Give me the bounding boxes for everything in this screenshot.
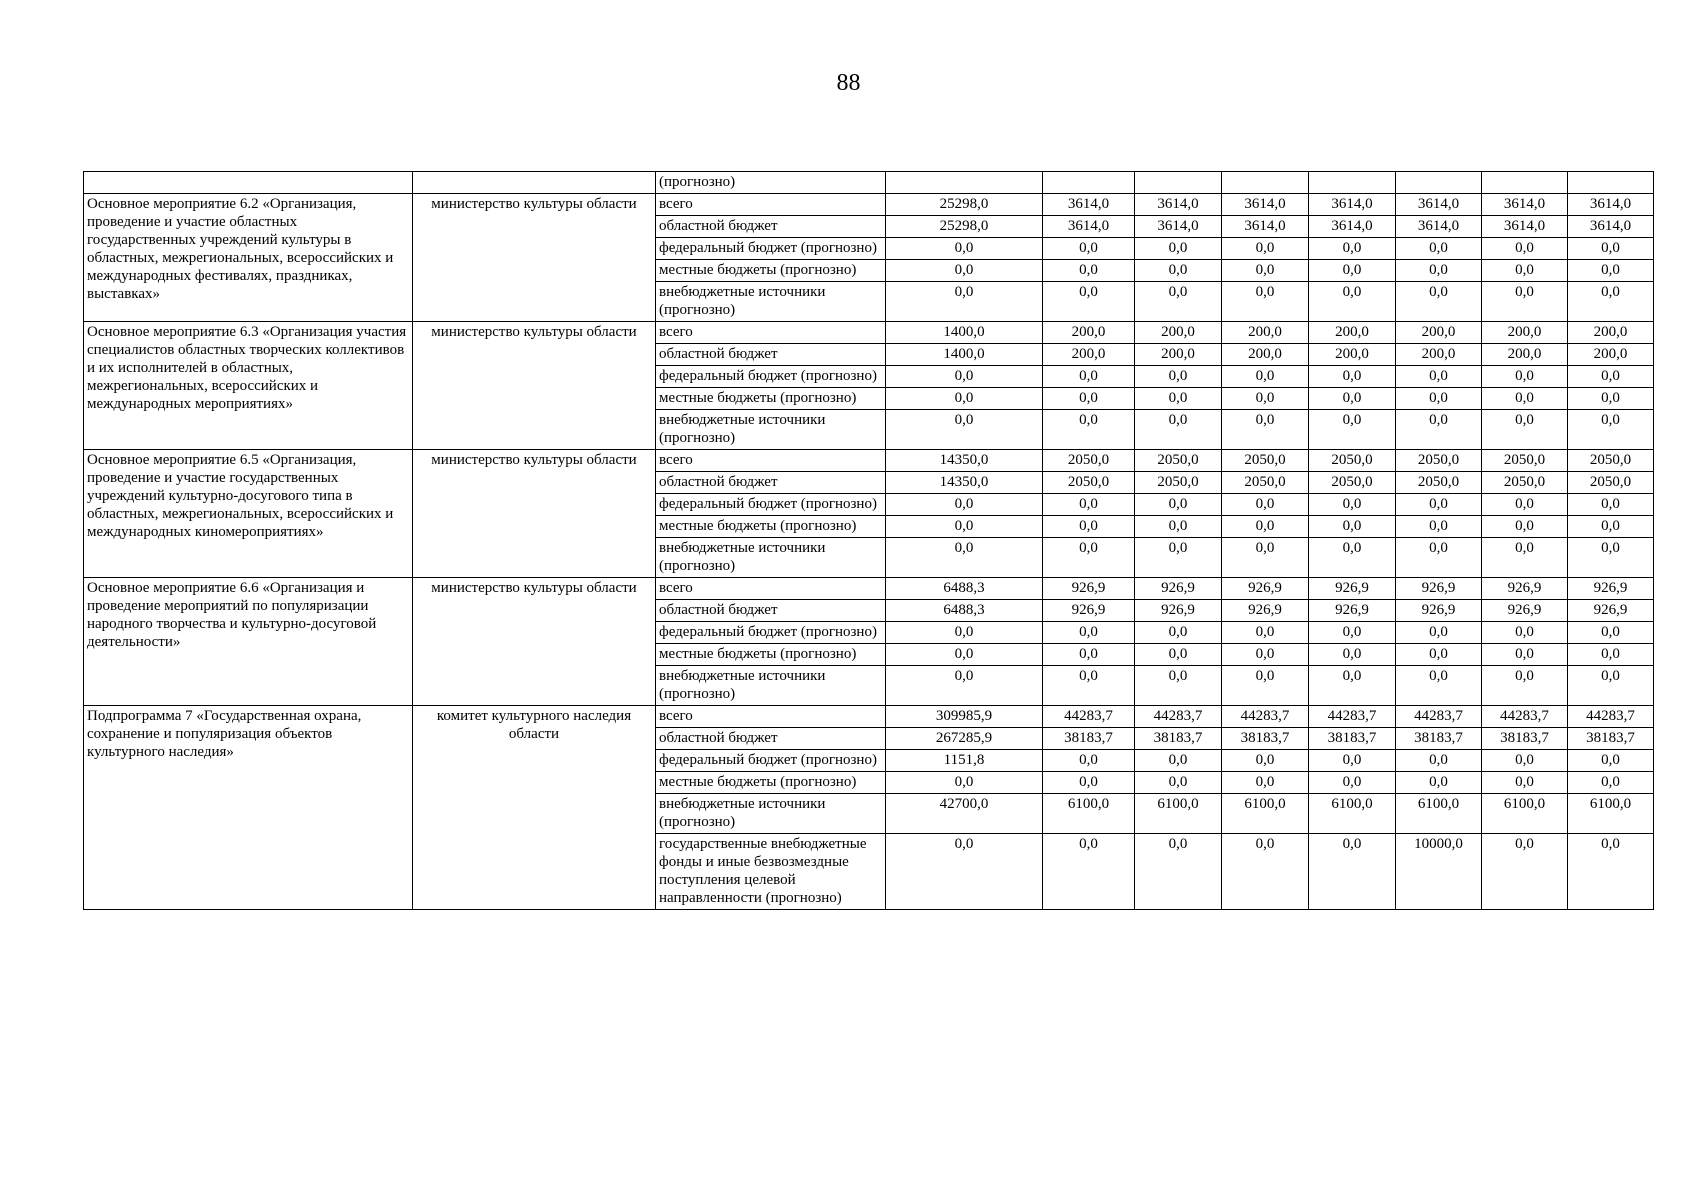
value-cell: 38183,7 (1043, 728, 1135, 750)
value-cell: 0,0 (1043, 834, 1135, 910)
value-cell: 926,9 (1222, 600, 1309, 622)
value-cell: 0,0 (1309, 666, 1396, 706)
value-cell: 0,0 (1135, 238, 1222, 260)
value-cell: 2050,0 (1568, 450, 1654, 472)
value-cell: 0,0 (1396, 772, 1482, 794)
value-cell: 0,0 (886, 772, 1043, 794)
value-cell: 200,0 (1135, 322, 1222, 344)
table-row (84, 322, 1654, 344)
value-cell: 2050,0 (1396, 472, 1482, 494)
value-cell: 0,0 (1568, 494, 1654, 516)
value-cell: 0,0 (1309, 834, 1396, 910)
value-cell: 0,0 (1309, 388, 1396, 410)
value-cell: 38183,7 (1222, 728, 1309, 750)
value-cell: 6100,0 (1309, 794, 1396, 834)
value-cell: 200,0 (1396, 322, 1482, 344)
value-cell: 0,0 (886, 260, 1043, 282)
funding-source-cell: внебюджетные источники (прогнозно) (656, 538, 886, 578)
value-cell: 0,0 (1396, 366, 1482, 388)
value-cell: 0,0 (1135, 666, 1222, 706)
value-cell: 0,0 (1482, 750, 1568, 772)
value-cell: 0,0 (1482, 260, 1568, 282)
value-cell: 200,0 (1043, 322, 1135, 344)
value-cell: 0,0 (1568, 622, 1654, 644)
executor-cell: министерство культуры области (413, 194, 656, 322)
value-cell (1309, 172, 1396, 194)
value-cell: 44283,7 (1309, 706, 1396, 728)
value-cell: 0,0 (1222, 366, 1309, 388)
funding-source-cell: государственные внебюджетные фонды и иные безвозмездные поступления целевой направленности (прогнозно) (656, 834, 886, 910)
value-cell: 0,0 (1135, 388, 1222, 410)
value-cell: 926,9 (1396, 578, 1482, 600)
value-cell (886, 172, 1043, 194)
value-cell: 1151,8 (886, 750, 1043, 772)
value-cell: 0,0 (1309, 238, 1396, 260)
value-cell: 0,0 (1222, 410, 1309, 450)
value-cell: 0,0 (1568, 538, 1654, 578)
value-cell: 0,0 (1568, 388, 1654, 410)
value-cell: 0,0 (1222, 238, 1309, 260)
value-cell: 0,0 (886, 666, 1043, 706)
value-cell: 2050,0 (1568, 472, 1654, 494)
value-cell: 0,0 (1135, 410, 1222, 450)
event-name-cell: Подпрограмма 7 «Государственная охрана, сохранение и популяризация объектов культурного наследия» (84, 706, 413, 910)
value-cell: 14350,0 (886, 472, 1043, 494)
event-name-cell (84, 172, 413, 194)
value-cell: 0,0 (1482, 834, 1568, 910)
value-cell: 0,0 (1309, 366, 1396, 388)
funding-source-cell: федеральный бюджет (прогнозно) (656, 494, 886, 516)
event-name-cell: Основное мероприятие 6.6 «Организация и проведение мероприятий по популяризации народного творчества и культурно-досуговой деятельности» (84, 578, 413, 706)
funding-source-cell: федеральный бюджет (прогнозно) (656, 750, 886, 772)
executor-cell: министерство культуры области (413, 450, 656, 578)
value-cell: 3614,0 (1043, 216, 1135, 238)
value-cell: 44283,7 (1135, 706, 1222, 728)
funding-source-cell: федеральный бюджет (прогнозно) (656, 366, 886, 388)
funding-source-cell: местные бюджеты (прогнозно) (656, 644, 886, 666)
value-cell: 926,9 (1309, 578, 1396, 600)
value-cell: 0,0 (1396, 666, 1482, 706)
value-cell: 0,0 (1222, 388, 1309, 410)
page-number: 88 (836, 70, 861, 96)
value-cell: 3614,0 (1482, 216, 1568, 238)
value-cell: 0,0 (1482, 282, 1568, 322)
value-cell: 38183,7 (1396, 728, 1482, 750)
value-cell: 42700,0 (886, 794, 1043, 834)
budget-table (83, 171, 1654, 910)
value-cell: 0,0 (1043, 410, 1135, 450)
value-cell: 1400,0 (886, 344, 1043, 366)
value-cell: 0,0 (1309, 410, 1396, 450)
table-row (84, 706, 1654, 728)
value-cell: 44283,7 (1482, 706, 1568, 728)
value-cell: 2050,0 (1482, 472, 1568, 494)
value-cell: 0,0 (1135, 260, 1222, 282)
value-cell: 0,0 (1222, 622, 1309, 644)
value-cell: 0,0 (1135, 622, 1222, 644)
value-cell: 25298,0 (886, 194, 1043, 216)
value-cell: 0,0 (1043, 666, 1135, 706)
value-cell: 25298,0 (886, 216, 1043, 238)
table-row (84, 450, 1654, 472)
value-cell: 0,0 (1309, 750, 1396, 772)
value-cell: 44283,7 (1222, 706, 1309, 728)
funding-source-cell: областной бюджет (656, 728, 886, 750)
executor-cell: министерство культуры области (413, 322, 656, 450)
value-cell: 0,0 (1482, 538, 1568, 578)
value-cell: 0,0 (1396, 494, 1482, 516)
value-cell: 0,0 (1482, 494, 1568, 516)
value-cell: 0,0 (1309, 538, 1396, 578)
value-cell (1043, 172, 1135, 194)
value-cell: 2050,0 (1222, 450, 1309, 472)
value-cell: 0,0 (1222, 644, 1309, 666)
value-cell: 44283,7 (1396, 706, 1482, 728)
value-cell: 0,0 (886, 410, 1043, 450)
value-cell: 0,0 (1135, 644, 1222, 666)
value-cell: 0,0 (1222, 666, 1309, 706)
value-cell: 0,0 (886, 494, 1043, 516)
value-cell: 267285,9 (886, 728, 1043, 750)
value-cell: 0,0 (1043, 260, 1135, 282)
value-cell: 0,0 (886, 538, 1043, 578)
value-cell: 6488,3 (886, 578, 1043, 600)
value-cell: 926,9 (1043, 600, 1135, 622)
value-cell: 200,0 (1222, 322, 1309, 344)
funding-source-cell: областной бюджет (656, 472, 886, 494)
value-cell: 200,0 (1568, 344, 1654, 366)
value-cell: 2050,0 (1309, 450, 1396, 472)
value-cell (1568, 172, 1654, 194)
value-cell: 14350,0 (886, 450, 1043, 472)
executor-cell: комитет культурного наследия области (413, 706, 656, 910)
value-cell: 6100,0 (1043, 794, 1135, 834)
value-cell: 10000,0 (1396, 834, 1482, 910)
value-cell: 6100,0 (1135, 794, 1222, 834)
value-cell: 0,0 (1043, 282, 1135, 322)
value-cell: 0,0 (1309, 516, 1396, 538)
value-cell: 38183,7 (1568, 728, 1654, 750)
value-cell: 2050,0 (1135, 450, 1222, 472)
value-cell: 0,0 (1135, 750, 1222, 772)
value-cell: 38183,7 (1309, 728, 1396, 750)
value-cell: 6100,0 (1222, 794, 1309, 834)
value-cell: 0,0 (1396, 644, 1482, 666)
funding-source-cell: федеральный бюджет (прогнозно) (656, 238, 886, 260)
funding-source-cell: областной бюджет (656, 600, 886, 622)
value-cell: 926,9 (1135, 578, 1222, 600)
value-cell: 0,0 (886, 238, 1043, 260)
value-cell: 6100,0 (1396, 794, 1482, 834)
event-name-cell: Основное мероприятие 6.5 «Организация, проведение и участие государственных учреждений культурно-досугового типа в областных, межрегиональных, всероссийских и международных киномероприятиях» (84, 450, 413, 578)
value-cell: 1400,0 (886, 322, 1043, 344)
funding-source-cell: внебюджетные источники (прогнозно) (656, 282, 886, 322)
value-cell: 926,9 (1482, 578, 1568, 600)
value-cell: 926,9 (1568, 600, 1654, 622)
value-cell: 0,0 (1135, 516, 1222, 538)
value-cell: 926,9 (1396, 600, 1482, 622)
event-name-cell: Основное мероприятие 6.3 «Организация участия специалистов областных творческих коллективов и их исполнителей в областных, межрегиональных, всероссийских и международных мероприятиях» (84, 322, 413, 450)
value-cell: 0,0 (1135, 494, 1222, 516)
value-cell: 0,0 (1482, 388, 1568, 410)
value-cell (1396, 172, 1482, 194)
value-cell: 926,9 (1568, 578, 1654, 600)
table-row (84, 578, 1654, 600)
value-cell: 6100,0 (1482, 794, 1568, 834)
value-cell: 200,0 (1568, 322, 1654, 344)
value-cell: 0,0 (886, 366, 1043, 388)
value-cell: 926,9 (1135, 600, 1222, 622)
value-cell: 38183,7 (1135, 728, 1222, 750)
funding-source-cell: всего (656, 578, 886, 600)
value-cell: 0,0 (1396, 260, 1482, 282)
value-cell: 0,0 (1043, 388, 1135, 410)
value-cell: 0,0 (1135, 366, 1222, 388)
funding-source-cell: внебюджетные источники (прогнозно) (656, 410, 886, 450)
value-cell: 0,0 (1482, 366, 1568, 388)
funding-source-cell: всего (656, 706, 886, 728)
value-cell: 2050,0 (1043, 472, 1135, 494)
value-cell: 3614,0 (1482, 194, 1568, 216)
value-cell: 0,0 (1043, 772, 1135, 794)
value-cell: 3614,0 (1135, 216, 1222, 238)
value-cell: 0,0 (1043, 366, 1135, 388)
value-cell: 309985,9 (886, 706, 1043, 728)
value-cell: 0,0 (1482, 238, 1568, 260)
value-cell: 0,0 (1135, 834, 1222, 910)
value-cell: 0,0 (1309, 282, 1396, 322)
value-cell: 0,0 (1482, 410, 1568, 450)
funding-source-cell: областной бюджет (656, 216, 886, 238)
value-cell: 3614,0 (1568, 194, 1654, 216)
value-cell: 0,0 (886, 622, 1043, 644)
executor-cell (413, 172, 656, 194)
value-cell: 3614,0 (1043, 194, 1135, 216)
value-cell: 0,0 (1396, 622, 1482, 644)
executor-cell: министерство культуры области (413, 578, 656, 706)
value-cell: 0,0 (1135, 282, 1222, 322)
value-cell: 0,0 (1309, 622, 1396, 644)
value-cell: 0,0 (1309, 644, 1396, 666)
value-cell: 0,0 (1568, 750, 1654, 772)
value-cell: 0,0 (1568, 772, 1654, 794)
value-cell: 926,9 (1482, 600, 1568, 622)
funding-source-cell: местные бюджеты (прогнозно) (656, 260, 886, 282)
value-cell: 926,9 (1309, 600, 1396, 622)
value-cell: 2050,0 (1396, 450, 1482, 472)
value-cell (1222, 172, 1309, 194)
value-cell: 200,0 (1222, 344, 1309, 366)
value-cell: 0,0 (886, 644, 1043, 666)
value-cell: 926,9 (1043, 578, 1135, 600)
value-cell: 0,0 (1396, 388, 1482, 410)
value-cell: 0,0 (1222, 260, 1309, 282)
value-cell: 2050,0 (1309, 472, 1396, 494)
value-cell: 3614,0 (1222, 216, 1309, 238)
value-cell: 0,0 (1396, 282, 1482, 322)
value-cell: 0,0 (1482, 516, 1568, 538)
value-cell: 0,0 (1396, 516, 1482, 538)
value-cell: 3614,0 (1568, 216, 1654, 238)
value-cell: 0,0 (1222, 494, 1309, 516)
value-cell: 0,0 (1222, 834, 1309, 910)
value-cell: 0,0 (1222, 538, 1309, 578)
table-row (84, 194, 1654, 216)
value-cell: 0,0 (1043, 494, 1135, 516)
value-cell: 0,0 (1043, 238, 1135, 260)
value-cell: 6100,0 (1568, 794, 1654, 834)
value-cell: 3614,0 (1396, 194, 1482, 216)
funding-source-cell: всего (656, 322, 886, 344)
value-cell: 0,0 (1043, 750, 1135, 772)
value-cell: 200,0 (1396, 344, 1482, 366)
value-cell: 44283,7 (1043, 706, 1135, 728)
funding-source-cell: всего (656, 194, 886, 216)
value-cell: 0,0 (1135, 538, 1222, 578)
value-cell: 0,0 (1043, 538, 1135, 578)
funding-source-cell: внебюджетные источники (прогнозно) (656, 794, 886, 834)
value-cell: 200,0 (1309, 344, 1396, 366)
value-cell: 0,0 (1043, 622, 1135, 644)
value-cell: 200,0 (1043, 344, 1135, 366)
value-cell: 3614,0 (1309, 194, 1396, 216)
value-cell (1135, 172, 1222, 194)
funding-source-cell: федеральный бюджет (прогнозно) (656, 622, 886, 644)
value-cell: 200,0 (1482, 322, 1568, 344)
value-cell: 6488,3 (886, 600, 1043, 622)
value-cell: 200,0 (1482, 344, 1568, 366)
value-cell: 0,0 (1482, 666, 1568, 706)
value-cell: 0,0 (1309, 772, 1396, 794)
value-cell: 0,0 (1482, 622, 1568, 644)
value-cell: 3614,0 (1135, 194, 1222, 216)
value-cell: 0,0 (886, 388, 1043, 410)
value-cell: 3614,0 (1222, 194, 1309, 216)
table-body (84, 172, 1654, 910)
value-cell: 2050,0 (1222, 472, 1309, 494)
value-cell: 0,0 (1396, 750, 1482, 772)
value-cell: 0,0 (1568, 238, 1654, 260)
value-cell (1482, 172, 1568, 194)
value-cell: 0,0 (1568, 260, 1654, 282)
value-cell: 200,0 (1135, 344, 1222, 366)
value-cell: 0,0 (1309, 260, 1396, 282)
value-cell: 0,0 (1568, 366, 1654, 388)
value-cell: 0,0 (1043, 644, 1135, 666)
value-cell: 0,0 (1568, 516, 1654, 538)
value-cell: 0,0 (1309, 494, 1396, 516)
event-name-cell: Основное мероприятие 6.2 «Организация, проведение и участие областных государственных учреждений культуры в областных, межрегиональных, всероссийских и международных фестивалях, праздниках, выставках» (84, 194, 413, 322)
funding-source-cell: внебюджетные источники (прогнозно) (656, 666, 886, 706)
value-cell: 0,0 (1396, 410, 1482, 450)
value-cell: 0,0 (1222, 516, 1309, 538)
value-cell: 2050,0 (1135, 472, 1222, 494)
funding-source-cell: (прогнозно) (656, 172, 886, 194)
funding-source-cell: местные бюджеты (прогнозно) (656, 516, 886, 538)
value-cell: 200,0 (1309, 322, 1396, 344)
value-cell: 0,0 (1568, 282, 1654, 322)
value-cell: 38183,7 (1482, 728, 1568, 750)
value-cell: 2050,0 (1482, 450, 1568, 472)
value-cell: 0,0 (1222, 750, 1309, 772)
funding-source-cell: областной бюджет (656, 344, 886, 366)
funding-source-cell: местные бюджеты (прогнозно) (656, 772, 886, 794)
value-cell: 0,0 (1043, 516, 1135, 538)
value-cell: 0,0 (1568, 834, 1654, 910)
value-cell: 0,0 (1135, 772, 1222, 794)
value-cell: 0,0 (1568, 410, 1654, 450)
value-cell: 0,0 (886, 282, 1043, 322)
table-row-continuation (84, 172, 1654, 194)
value-cell: 0,0 (886, 834, 1043, 910)
value-cell: 0,0 (1482, 772, 1568, 794)
value-cell: 3614,0 (1309, 216, 1396, 238)
value-cell: 0,0 (1222, 772, 1309, 794)
value-cell: 0,0 (1568, 644, 1654, 666)
funding-source-cell: всего (656, 450, 886, 472)
value-cell: 0,0 (886, 516, 1043, 538)
value-cell: 0,0 (1568, 666, 1654, 706)
value-cell: 0,0 (1222, 282, 1309, 322)
value-cell: 3614,0 (1396, 216, 1482, 238)
value-cell: 44283,7 (1568, 706, 1654, 728)
value-cell: 2050,0 (1043, 450, 1135, 472)
value-cell: 0,0 (1482, 644, 1568, 666)
value-cell: 0,0 (1396, 238, 1482, 260)
funding-source-cell: местные бюджеты (прогнозно) (656, 388, 886, 410)
value-cell: 926,9 (1222, 578, 1309, 600)
value-cell: 0,0 (1396, 538, 1482, 578)
